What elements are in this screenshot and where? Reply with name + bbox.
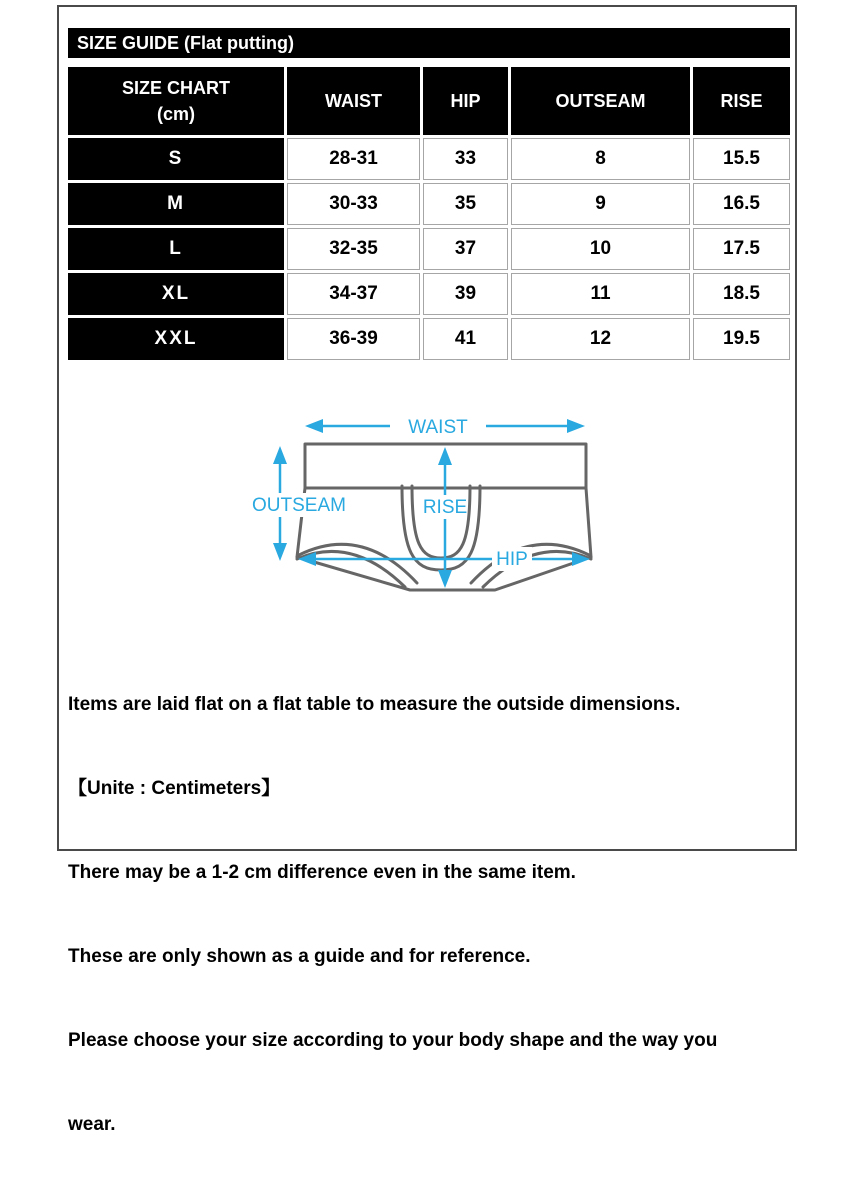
cell-xxl-hip: 41 bbox=[423, 318, 508, 360]
waist-arrowhead-left bbox=[305, 419, 323, 433]
note-line-1: Items are laid flat on a flat table to measure the outside dimensions. bbox=[68, 694, 681, 715]
waist-arrow bbox=[305, 414, 585, 438]
waist-arrowhead-right bbox=[567, 419, 585, 433]
cell-s-waist: 28-31 bbox=[287, 138, 420, 180]
col-header-waist: WAIST bbox=[287, 67, 420, 135]
size-label-m: M bbox=[68, 183, 284, 225]
table-row bbox=[68, 183, 790, 225]
waist-arrow-label: WAIST bbox=[408, 417, 468, 438]
cell-l-rise: 17.5 bbox=[693, 228, 790, 270]
table-row bbox=[68, 228, 790, 270]
cell-xxl-waist: 36-39 bbox=[287, 318, 420, 360]
cell-l-outseam: 10 bbox=[511, 228, 690, 270]
measurement-diagram bbox=[59, 363, 795, 633]
briefs-measurement-svg bbox=[59, 363, 795, 633]
cell-xxl-outseam: 12 bbox=[511, 318, 690, 360]
cell-s-hip: 33 bbox=[423, 138, 508, 180]
rise-arrowhead-top bbox=[438, 447, 452, 465]
table-row bbox=[68, 138, 790, 180]
cell-l-waist: 32-35 bbox=[287, 228, 420, 270]
cell-m-rise: 16.5 bbox=[693, 183, 790, 225]
table-row bbox=[68, 318, 790, 360]
cell-s-outseam: 8 bbox=[511, 138, 690, 180]
page-title: SIZE GUIDE (Flat putting) bbox=[77, 33, 294, 53]
note-line-3: There may be a 1-2 cm difference even in the same item. bbox=[68, 862, 576, 883]
hip-arrow-label: HIP bbox=[496, 549, 528, 570]
size-chart-table bbox=[65, 64, 793, 363]
table-row bbox=[68, 273, 790, 315]
size-guide-panel bbox=[57, 5, 797, 1135]
cell-m-hip: 35 bbox=[423, 183, 508, 225]
rise-arrow-label: RISE bbox=[422, 497, 468, 518]
col-header-outseam: OUTSEAM bbox=[511, 67, 690, 135]
title-bar bbox=[68, 28, 790, 58]
notes bbox=[68, 635, 795, 1195]
corner-header-line1: SIZE CHART bbox=[122, 77, 230, 98]
cell-m-outseam: 9 bbox=[511, 183, 690, 225]
size-label-xxl: XXL bbox=[68, 318, 284, 360]
col-header-rise: RISE bbox=[693, 67, 790, 135]
cell-l-hip: 37 bbox=[423, 228, 508, 270]
rise-arrowhead-bottom bbox=[438, 570, 452, 588]
col-header-hip: HIP bbox=[423, 67, 508, 135]
rise-arrow bbox=[423, 447, 467, 588]
outseam-arrowhead-top bbox=[273, 446, 287, 464]
cell-m-waist: 30-33 bbox=[287, 183, 420, 225]
cell-xl-waist: 34-37 bbox=[287, 273, 420, 315]
table-header-row bbox=[68, 67, 790, 135]
outseam-arrowhead-bottom bbox=[273, 543, 287, 561]
size-label-xl: XL bbox=[68, 273, 284, 315]
cell-xl-hip: 39 bbox=[423, 273, 508, 315]
cell-xl-rise: 18.5 bbox=[693, 273, 790, 315]
cell-xxl-rise: 19.5 bbox=[693, 318, 790, 360]
outseam-arrow-label: OUTSEAM bbox=[252, 495, 346, 516]
note-line-2: 【Unite : Centimeters】 bbox=[68, 778, 281, 799]
note-line-6: wear. bbox=[68, 1114, 116, 1135]
right-side-seam bbox=[586, 488, 591, 557]
cell-xl-outseam: 11 bbox=[511, 273, 690, 315]
note-line-5: Please choose your size according to your body shape and the way you bbox=[68, 1030, 718, 1051]
size-label-s: S bbox=[68, 138, 284, 180]
corner-header-line2: (cm) bbox=[156, 104, 195, 124]
note-line-4: These are only shown as a guide and for reference. bbox=[68, 946, 531, 967]
cell-s-rise: 15.5 bbox=[693, 138, 790, 180]
size-label-l: L bbox=[68, 228, 284, 270]
corner-header bbox=[68, 67, 284, 135]
